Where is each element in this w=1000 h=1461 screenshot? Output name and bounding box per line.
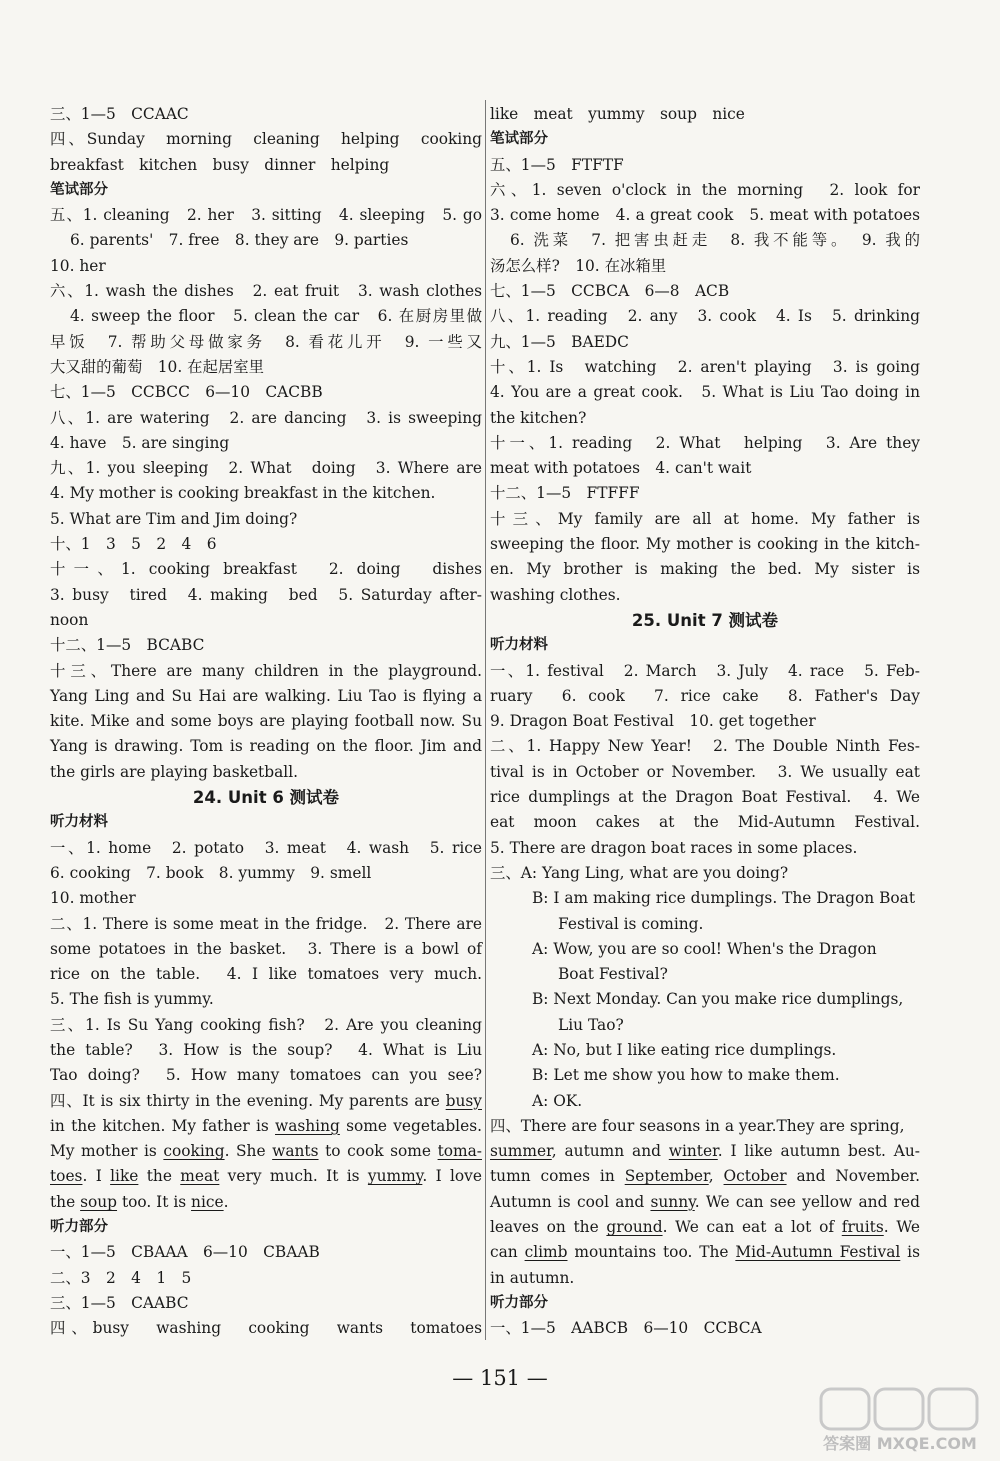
underlined-answer: nice [191,1192,224,1211]
text-line: 二、3 2 4 1 5 [50,1268,192,1287]
text-segment: in the kitchen. My father is [50,1116,276,1135]
dialogue-line: B: Let me show you how to make them. [532,1066,840,1085]
text-line: 七、1—5 CCBCC 6—10 CACBB [50,383,323,402]
dialogue-line: B: Next Monday. Can you make rice dumplings, [532,990,904,1009]
text-line [490,1240,920,1265]
text-segment: . I like autumn best. Au- [717,1142,920,1161]
underlined-answer: toes [50,1167,83,1186]
text-line [50,1190,482,1215]
left-column [50,102,482,1342]
text-line: some potatoes in the basket. 3. There is a bowl of [50,939,482,958]
text-line [490,1164,920,1189]
text-line: eat moon cakes at the Mid-Autumn Festival. [490,813,920,832]
text-line: 三、1. Is Su Yang cooking fish? 2. Are you cleaning [50,1015,482,1034]
underlined-answer: cooking [163,1142,225,1161]
text-segment: , autumn and [551,1142,669,1161]
section-heading: 听力材料 [490,637,548,654]
underlined-answer: September [624,1167,709,1186]
text-line: rice dumplings at the Dragon Boat Festival. 4. We [490,788,920,807]
text-line: 七、1—5 CCBCA 6—8 ACB [490,282,730,301]
text-line: rice on the table. 4. I like tomatoes very much. [50,965,482,984]
text-line: 五、1. cleaning 2. her 3. sitting 4. sleeping 5. go [50,206,482,225]
text-line: washing clothes. [490,585,621,604]
text-segment: can [490,1243,525,1262]
text-segment: , [708,1167,724,1186]
text-line: 3. come home 4. a great cook 5. meat with potatoes [490,206,920,225]
text-line: noon [50,610,89,629]
text-line: 6. 洗菜 7. 把害虫赶走 8. 我不能等。 9. 我的 [510,231,920,250]
text-line [50,1089,482,1114]
text-line: 八、1. reading 2. any 3. cook 4. Is 5. drinking [490,307,920,326]
text-line: 早饭 7. 帮助父母做家务 8. 看花儿开 9. 一些又 [50,332,482,351]
text-segment: mountains too. The [567,1243,736,1262]
underlined-answer: summer [490,1142,552,1161]
underlined-answer: busy [445,1091,482,1110]
unit-title: 24. Unit 6 测试卷 [192,788,340,808]
text-line: 六、1. seven o'clock in the morning 2. look for [490,180,920,199]
text-line: 3. busy tired 4. making bed 5. Saturday after- [50,585,482,604]
text-line: 十、1 3 5 2 4 6 [50,535,217,554]
text-segment: too. It is [117,1192,192,1211]
text-segment: some vegetables. [339,1116,482,1135]
dialogue-line: A: No, but I like eating rice dumplings. [532,1040,837,1059]
text-line: 五、1—5 FTFTF [490,155,624,174]
text-line: 一、1—5 CBAAA 6—10 CBAAB [50,1243,320,1262]
text-line: Yang Ling and Su Hai are walking. Liu Tao is flying a [50,686,482,705]
text-line: 十一、1. reading 2. What helping 3. Are they [490,433,920,452]
text-line: 10. mother [50,889,136,908]
text-line: 九、1. you sleeping 2. What doing 3. Where are [50,459,482,478]
text-line: 十、1. Is watching 2. aren't playing 3. is going [490,357,920,376]
underlined-answer: October [723,1167,787,1186]
section-heading: 笔试部分 [50,181,108,198]
text-segment: the [138,1167,181,1186]
column-divider [485,100,486,1340]
text-line: the girls are playing basketball. [50,762,299,781]
text-line: 三、1—5 CCAAC [50,105,189,123]
underlined-answer: like [110,1167,139,1186]
text-line: 四、Sunday morning cleaning helping cooking [50,130,482,149]
text-line [50,1114,482,1139]
text-line: Yang is drawing. Tom is reading on the floor. Jim and [50,737,482,756]
text-segment: . She [224,1142,273,1161]
dialogue-line: B: I am making rice dumplings. The Dragon Boat [532,889,916,908]
text-line: breakfast kitchen busy dinner helping [50,155,390,174]
text-line: 一、1—5 AABCB 6—10 CCBCA [490,1319,762,1338]
text-line: 一、1. home 2. potato 3. meat 4. wash 5. rice [50,838,482,857]
text-segment: and November. [786,1167,920,1186]
text-line: 六、1. wash the dishes 2. eat fruit 3. wash clothes [50,282,482,301]
text-line: 一、1. festival 2. March 3. July 4. race 5. Feb- [490,661,920,680]
text-segment: is [900,1243,920,1262]
text-segment: . [223,1192,229,1211]
underlined-answer: winter [668,1142,718,1161]
underlined-answer: ground [606,1218,663,1237]
text-line [50,1164,482,1189]
text-line: like meat yummy soup nice [490,105,745,123]
text-line: 汤怎么样? 10. 在冰箱里 [490,256,667,275]
underlined-answer: wants [272,1142,319,1161]
text-line: 八、1. are watering 2. are dancing 3. is sweeping [50,408,482,427]
text-line: 4. My mother is cooking breakfast in the kitchen. [50,484,436,503]
text-line: sweeping the floor. My mother is cooking in the kitch- [490,535,920,554]
text-segment: . We can see yellow and red [694,1192,920,1211]
underlined-answer: soup [80,1192,118,1211]
text-line: meat with potatoes 4. can't wait [490,459,752,478]
text-segment: . I [82,1167,111,1186]
text-line: 5. The fish is yummy. [50,990,214,1009]
text-line: 5. What are Tim and Jim doing? [50,509,298,528]
section-heading: 听力部分 [490,1294,548,1311]
text-line: 九、1—5 BAEDC [490,332,629,351]
underlined-answer: toma- [437,1142,482,1161]
watermark-text: 答案圈 MXQE.COM [823,1434,977,1453]
text-line: 四、busy washing cooking wants tomatoes [50,1319,482,1338]
text-line: 10. her [50,256,106,275]
underlined-answer: sunny [650,1192,695,1211]
text-line: 5. There are dragon boat races in some places. [490,838,858,857]
text-segment: . We [883,1218,921,1237]
text-line: 大又甜的葡萄 10. 在起居室里 [50,357,265,376]
text-segment: the [50,1192,81,1211]
text-line: en. My brother is making the bed. My sister is [490,560,920,579]
text-line: 十二、1—5 BCABC [50,636,205,655]
unit-title: 25. Unit 7 测试卷 [631,610,779,630]
section-heading: 听力部分 [50,1219,108,1236]
text-line: 十一、1. cooking breakfast 2. doing dishes [50,560,482,579]
text-segment: My mother is [50,1142,164,1161]
underlined-answer: yummy [367,1167,423,1186]
dialogue-line: Boat Festival? [558,965,668,984]
underlined-answer: meat [180,1167,220,1186]
section-heading: 笔试部分 [490,131,548,148]
watermark-logo [815,1385,985,1455]
section-heading: 听力材料 [50,814,108,831]
text-line: tival is in October or November. 3. We usually eat [490,762,920,781]
text-segment: leaves on the [490,1218,607,1237]
dialogue-line: A: OK. [532,1091,583,1110]
text-line [490,1215,920,1240]
text-line [490,1190,920,1215]
text-line: 6. parents' 7. free 8. they are 9. parties [70,231,409,250]
text-segment: . I love [422,1167,482,1186]
dialogue-line: Festival is coming. [558,914,704,933]
text-line: 十三、My family are all at home. My father is [490,509,920,528]
text-line: ruary 6. cook 7. rice cake 8. Father's Day [490,686,920,705]
text-segment: to cook some [318,1142,438,1161]
dialogue-line: Liu Tao? [558,1015,624,1034]
text-line: the table? 3. How is the soup? 4. What is Liu [50,1040,482,1059]
text-line: 4. You are a great cook. 5. What is Liu Tao doing in [490,383,920,402]
right-column [490,102,920,1342]
underlined-answer: Mid-Autumn Festival [735,1243,901,1262]
text-line [50,1139,482,1164]
text-line: kite. Mike and some boys are playing football now. Su [50,712,482,731]
text-line: 二、1. There is some meat in the fridge. 2. There are [50,914,482,933]
text-segment: 四、It is six thirty in the evening. My parents are [50,1091,446,1110]
text-segment: Autumn is cool and [490,1192,651,1211]
underlined-answer: climb [524,1243,568,1262]
text-line: 4. sweep the floor 5. clean the car 6. 在厨房里做 [70,307,482,326]
text-segment: . We can eat a lot of [662,1218,842,1237]
text-line: the kitchen? [490,408,587,427]
text-line: 4. have 5. are singing [50,433,230,452]
text-line: 十二、1—5 FTFFF [490,484,640,503]
underlined-answer: washing [275,1116,340,1135]
text-segment: very much. It is [219,1167,368,1186]
text-line: Tao doing? 5. How many tomatoes can you see? [50,1066,482,1085]
text-line: in autumn. [490,1268,575,1287]
text-segment: tumn comes in [490,1167,625,1186]
page-number: — 151 — [452,1366,548,1390]
underlined-answer: fruits [841,1218,884,1237]
dialogue-line: A: Wow, you are so cool! When's the Dragon [532,939,877,958]
dialogue-line: 三、A: Yang Ling, what are you doing? [490,863,789,882]
text-line [490,1139,920,1164]
text-line: 6. cooking 7. book 8. yummy 9. smell [50,863,372,882]
text-line: 二、1. Happy New Year! 2. The Double Ninth Fes- [490,737,920,756]
text-line: 三、1—5 CAABC [50,1293,189,1312]
text-line: 9. Dragon Boat Festival 10. get together [490,712,816,731]
text-line: 十三、There are many children in the playground. [50,661,482,680]
text-line: 四、There are four seasons in a year.They are spring, [490,1116,905,1135]
